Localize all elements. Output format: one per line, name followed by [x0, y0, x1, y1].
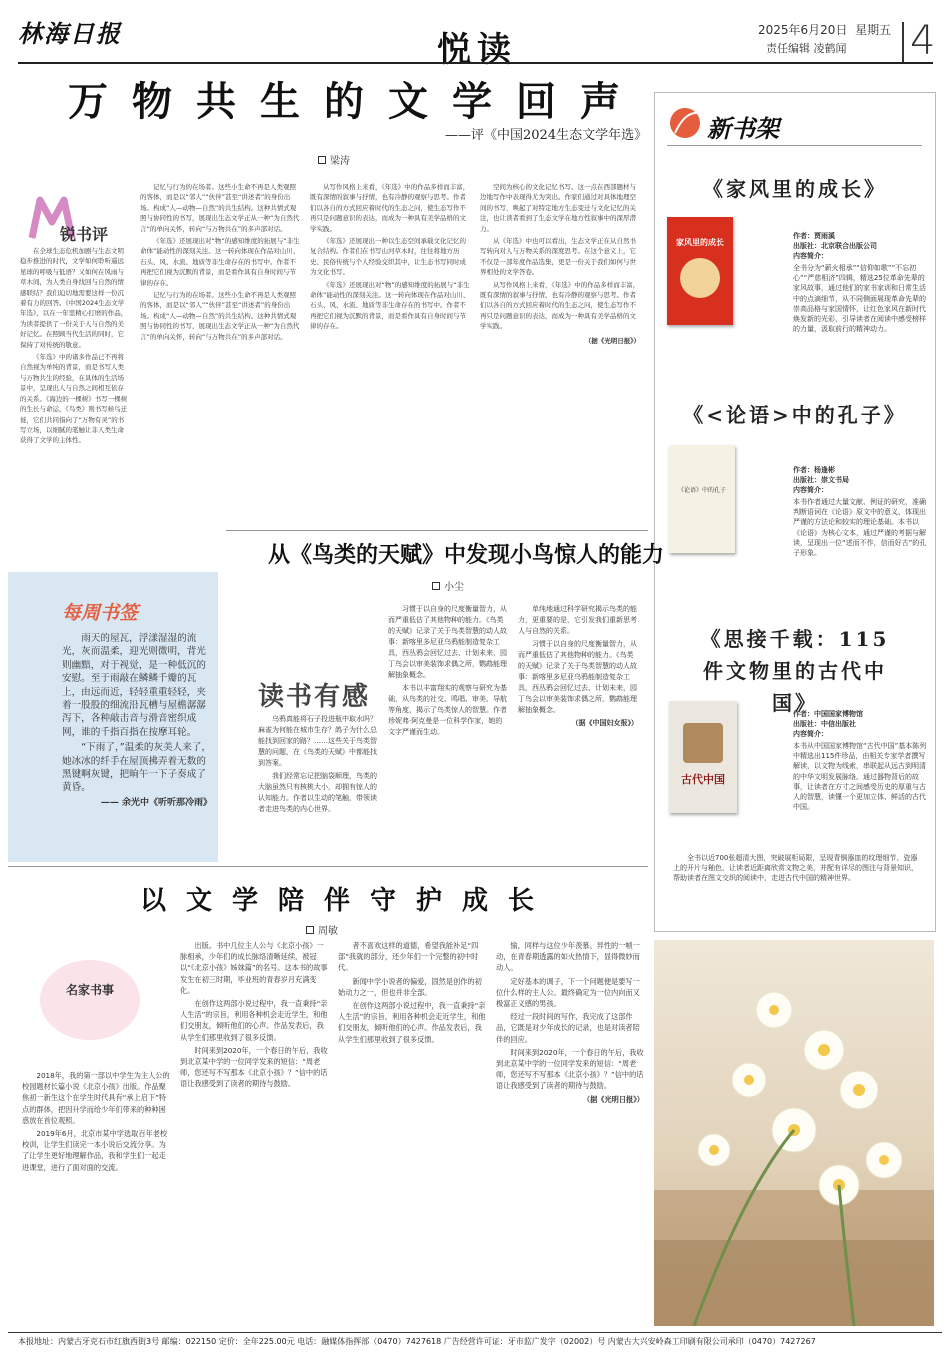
- article3-p8: 愉，同样与这位少年羡慕。异性的一帧一动，在青春期透露的如火热情下，显得微妙而动人。: [496, 941, 640, 973]
- article1-author: 梁涛: [330, 156, 350, 167]
- new-books-header: [667, 103, 787, 143]
- article3-col-2: [180, 940, 328, 1328]
- book2-author: 作者：杨逢彬: [793, 466, 835, 474]
- dushuyougan-logo: 读书有感: [258, 682, 371, 712]
- book3-cover-text: 古代中国: [681, 773, 725, 786]
- book2-cover: [669, 445, 735, 553]
- article3-p3: 出版。书中几位主人公与《北京小孩》一脉相承，少年们的成长脉络清晰延续，被冠以“《北京小孩》姊妹篇”的名号。这本书的故事发生在初三时期，毕业班的青春岁月充满变化。: [180, 941, 328, 995]
- byline-box-icon-2: [432, 582, 440, 590]
- article2-source: （据《中国妇女报》）: [571, 719, 638, 727]
- book2-intro-label: 内容简介：: [793, 486, 828, 495]
- article3-p9: 定好基本的调子，下一个问题便是要写一位什么样的主人公。最终确定为一位内向而又极富正义感的男孩。: [496, 976, 640, 1009]
- issue-date: [758, 21, 891, 38]
- article3-top-rule: [8, 866, 648, 867]
- article1-p6: 《年选》还展现出一种以生态空间承载文化记忆的复合结构。作者们在书写山河草木时，往往将地方历史、民俗传统与个人经验交织其中，让生态书写同时成为文化书写。: [310, 237, 466, 277]
- article1-col-3: [310, 182, 470, 522]
- article3-p1: 2018年，我的第一部以中学生为主人公的校园题材长篇小说《北京小孩》出版。作品聚焦初一新生这个在学生时代具有“承上启下”特点的群体，把因升学而给少年们带来的种种困惑放在首位观照。: [22, 1071, 170, 1125]
- paper-name: 林海日报: [18, 19, 122, 48]
- article1-p3b: 记忆与行为的在场者。这些小生命不再是人类观照的客体，而是以“邻人”“伙伴”甚至“讲述者”的身份出场。构成“人—动物—自然”的共生结构。这种共情式观照与协同性的书写，展现出生态文学正从一种“为自然代言”的单向关怀，转向“与万物共在”的多声部对话。: [140, 291, 300, 341]
- article1-col-2: [140, 182, 300, 522]
- article1-p4: 《年选》还展现出对“物”的感知维度的拓展与“非生命体”能动性的深刻关注。这一转向体现在作品对山川、石头、风、水流、地质等非生命存在的书写中。作者不再把它们视为沉默的背景，而是看作具有自身时间与节律的存在。: [140, 237, 300, 287]
- article2-p5: 单纯地通过科学研究揭示鸟类的能力，更重要的是，它引发我们重新思考人与自然的关系。: [518, 605, 637, 635]
- byline-box-icon: [318, 156, 326, 164]
- article3-col-1: [22, 940, 170, 1328]
- article2-author: 小尘: [444, 582, 464, 593]
- section-title: 悦读: [437, 30, 517, 70]
- book3-title: 《思接千载：115件文物里的古代中国》: [700, 627, 890, 715]
- book2-intro: 本书作者通过大量文献、例证的研究，准确判断语词在《论语》原文中的意义，体现出严谨的方法论和较实的理论基础。本书以《论语》为核心文本，通过严谨的考据与解读，呈现出一位“述而不作，信而好古”的孔子形象。: [793, 498, 927, 558]
- article2-title: 从《鸟类的天赋》中发现小鸟惊人的能力: [268, 542, 665, 568]
- weekly-quote-box: [8, 572, 218, 862]
- article2-p2: 我们经常忘记把脑袋顺理，鸟类的大脑虽然只有核桃大小，却拥有惊人的认知能力。作者以生动的笔触，带领读者走进鸟类的内心世界。: [258, 772, 377, 813]
- article3-p10: 经过一段时间的写作，我完成了这部作品，它既是对少年成长的记录，也是对读者陪伴的回应。: [496, 1012, 640, 1044]
- article3-p4b: 在创作这两部小说过程中，我一直秉持“亲人生活”的宗旨，利用各种机会走近学生，和他们交朋友，倾听他们的心声。作品发表后，我从学生们那里收到了很多反馈。: [338, 1001, 486, 1044]
- weekly-quote-p2: “下雨了，”温柔的灰美人来了，她冰冰的纤手在屋顶拂弄着无数的黑键啊灰键，把晌午一下子奏成了黄昏。: [62, 742, 212, 794]
- article2-col-2: [388, 604, 508, 866]
- article1-p1: 在全球生态危机加剧与生态文明稳步推进的时代，文学如何聆听遥远星球的呼吸与低语？又如何在风雨与草木间，为人类自身找回与自然的情感联结？我们迫切地需要这样一份沉着有力的回答。《中国2024生态文学年选》，以在一年里精心打磨的作品，为读者提供了一份关于人与自然的美好记忆。在照顾当代生活的同时，它保持了对传统的敬意。: [20, 247, 128, 349]
- book1-publisher: 出版社：北京联合出版公司: [793, 242, 877, 251]
- column-logo-text-3: 名家书事: [65, 983, 114, 997]
- new-books-panel: [654, 92, 936, 932]
- article1-source: （据《光明日报》）: [584, 336, 640, 345]
- article3-p6: 者不喜欢这样的道德，希望我能补足“四部”我就的部分，还少年们一个完整的初中时代。: [338, 941, 479, 973]
- article3-col-3: [338, 940, 486, 1328]
- footer-info: 本报地址：内蒙古牙克石市红旗西街3号 邮编：022150 定价：全年225.00元 电话：融媒体指挥部（0470）7427618 广告经营许可证：牙市监广发字（02002）号 内蒙古大兴安岭森工印刷有限公司承印（0470）7427267: [18, 1337, 816, 1346]
- book2-info: [793, 465, 927, 496]
- weekly-quote-header: 每周书签: [62, 602, 139, 624]
- editor-credit: 责任编辑 凌鹤闻: [766, 42, 847, 55]
- byline-box-icon-3: [306, 926, 314, 934]
- book1-intro-label: 内容简介：: [793, 252, 828, 261]
- book3-author: 作者：中国国家博物馆: [793, 710, 863, 718]
- article1-subtitle: ——评《中国2024生态文学年选》: [445, 128, 648, 143]
- book3-info: [793, 709, 927, 740]
- book3-intro-label: 内容简介：: [793, 730, 828, 739]
- masthead-rule: [18, 62, 933, 64]
- book3-cover: [669, 701, 737, 813]
- footer-rule: [8, 1332, 942, 1333]
- book3-cover-art: [683, 723, 723, 763]
- book1-title: 《家风里的成长》: [703, 177, 887, 201]
- article2-p3b: 习惯于以自身的尺度衡量智力，从而严重低估了其他物种的能力。《鸟类的天赋》记录了关于鸟类智慧的动人故事：新喀里多尼亚乌鸦能制造复杂工具，西丛鸦会回忆过去、计划未来，园丁鸟会以审美装饰求偶之所，鹦鹉能理解抽象概念。: [518, 640, 637, 714]
- book1-cover-emblem: [680, 258, 720, 298]
- book2-publisher: 出版社：崇文书局: [793, 476, 849, 485]
- article1-col-1: [20, 182, 130, 522]
- book3-intro: 本书从中国国家博物馆“古代中国”基本陈列中精选出115件珍品，由相关专家学者撰写解读，以文物为线索，串联起从远古到明清的中华文明发展脉络。通过器物背后的故事，让读者在方寸之间感受历史的厚重与古人的智慧，读懂一个更加立体、鲜活的古代中国。: [793, 742, 927, 812]
- book1-author: 作者：贾雨溪: [793, 232, 835, 240]
- article1-title: 万物共生的文学回声: [68, 78, 644, 125]
- article1-p8: 从《年选》中也可以看出，生态文学正在从自然书写转向对人与万物关系的深度思考。在这个意义上，它不仅是一部年度作品选集，更是一份关于我们如何与世界相处的文学答卷。: [480, 237, 636, 277]
- weekly-quote-p1: 雨天的屋瓦，浮漾湿湿的流光，灰而温柔，迎光则微明，背光则幽黯，对于视觉，是一种低沉的安慰。至于雨敲在鳞鳞千瓣的瓦上，由远而近，轻轻重重轻轻，夹着一股股的细流沿瓦槽与屋檐潺潺泻下，各种敲击音与滑音密织成网，谁的千指百指在按摩耳轮。: [62, 633, 206, 738]
- weekly-quote-attribution: —— 余光中《听听那冷雨》: [100, 797, 212, 808]
- article1-p5b: 从写作风格上来看，《年选》中的作品多样而丰富，既有深情的叙事与抒情，也有冷静的观察与思考。作者们以各自的方式回应着时代的生态之问，使生态写作不再只是问题意识的表达，而成为一种具有美学品格的文学实践。: [480, 280, 640, 331]
- article3-body: [22, 940, 644, 1328]
- article3-p2: 2019年6月，北京市某中学选取百年老校校训，让学生们读完一本小说后交流分享。为了让学生更好地理解作品，我和学生们一起走进课堂，进行了面对面的交流。: [22, 1129, 168, 1172]
- page-number-divider: [902, 22, 904, 62]
- article2-col-3: [518, 604, 638, 866]
- article2-top-rule: [226, 530, 648, 531]
- article1-col-4: [480, 182, 640, 522]
- book3-publisher: 出版社：中信出版社: [793, 720, 856, 729]
- new-books-title: 新书架: [707, 114, 779, 143]
- article3-title: 以文学陪伴守护成长: [140, 886, 555, 916]
- flower-photo: [654, 940, 934, 1326]
- weekday-text: 星期五: [855, 23, 892, 37]
- book1-intro: 全书分为“薪火相承”“信仰如歌”“不忘初心”“严慈相济”四辑，精选25位革命先辈的家风故事，通过他们的家书家训和日常生活中的点滴细节，从不同侧面展现革命先辈的崇高品格与家国情怀，让红色家风在新时代焕发新的光彩，引导读者在阅读中感受榜样的力量，汲取前行的精神动力。: [793, 264, 926, 334]
- article3-p5: 时间来到2020年，一个春日的午后，我收到北京某中学的一位同学发来的短信：“周老师，您还写不写那本《北京小孩》？”信中的话语让我感受到了读者的期待与鼓励。: [180, 1045, 328, 1089]
- book3-extra: 全书以近700张超清大图，突破展柜局限，呈现青铜器皿的纹理细节、瓷器上的开片与釉色，让读者近距离欣赏文物之美，并配有详尽的图注与背景知识，帮助读者在图文交织的阅读中，走进古代中国的精神世界。: [673, 854, 918, 883]
- article3-p4: 在创作这两部小说过程中，我一直秉持“亲人生活”的宗旨，利用各种机会走近学生，和他们交朋友，倾听他们的心声。作品发表后，我从学生们那里收到了很多反馈。: [180, 999, 328, 1042]
- article2-col-1: [258, 604, 378, 866]
- column-logo-text: 锐书评: [60, 225, 109, 244]
- article2-p4: 本书以丰富翔实的观察与研究为基础，从鸟类的社交、鸣唱、审美、导航等角度，揭示了鸟类惊人的智慧。作者珍妮弗·阿克曼是一位科学作家，她的文字严谨而生动。: [388, 684, 507, 736]
- article3-byline: [306, 922, 338, 937]
- date-text: 2025年6月20日: [758, 23, 848, 37]
- article2-p3: 习惯于以自身的尺度衡量智力，从而严重低估了其他物种的能力。《鸟类的天赋》记录了关于鸟类智慧的动人故事：新喀里多尼亚乌鸦能制造复杂工具，西丛鸦会回忆过去、计划未来，园丁鸟会以审美装饰求偶之所，鹦鹉能理解抽象概念。: [388, 605, 507, 679]
- article1-p3: 记忆与行为的在场者。这些小生命不再是人类观照的客体，而是以“邻人”“伙伴”甚至“讲述者”的身份出场。构成“人—动物—自然”的共生结构。这种共情式观照与协同性的书写，展现出生态文学正从一种“为自然代言”的单向关怀，转向“与万物共在”的多声部对话。: [140, 183, 300, 233]
- article1-p4b: 《年选》还展现出对“物”的感知维度的拓展与“非生命体”能动性的深刻关注。这一转向体现在作品对山川、石头、风、水流、地质等非生命存在的书写中。作者不再把它们视为沉默的背景，而是看作具有自身时间与节律的存在。: [310, 280, 470, 331]
- article1-p5: 从写作风格上来看，《年选》中的作品多样而丰富，既有深情的叙事与抒情，也有冷静的观察与思考。作者们以各自的方式回应着时代的生态之问，使生态写作不再只是问题意识的表达，而成为一种具有美学品格的文学实践。: [310, 183, 470, 233]
- article3-p7: 新闻中学小说者的偏爱，固然是创作的初始动力之一，但也并非全部。: [338, 976, 482, 997]
- article3-p5b: 时间来到2020年，一个春日的午后，我收到北京某中学的一位同学发来的短信：“周老师，您还写不写那本《北京小孩》？”信中的话语让我感受到了读者的期待与鼓励。: [496, 1047, 644, 1091]
- book1-cover-text: 家风里的成长: [676, 238, 724, 247]
- article3-source: （据《光明日报》）: [582, 1094, 644, 1104]
- article3-col-4: [496, 940, 644, 1328]
- article2-byline: [432, 578, 464, 593]
- weekly-quote-text: [62, 632, 212, 810]
- new-books-header-rule: [667, 145, 922, 146]
- article3-author: 周敏: [318, 926, 338, 937]
- book2-title: 《<论语>中的孔子》: [683, 403, 907, 427]
- article1-p7: 空间为核心的文化记忆书写。这一点在西部题材与边地写作中表现得尤为突出。作家们通过对具体地理空间的书写，唤起了对特定地方生态变迁与文化记忆的关注，也让读者看到了生态文学在地方性叙事中的深厚潜力。: [480, 183, 636, 233]
- article2-body: [258, 604, 638, 866]
- leaf-icon: [667, 103, 707, 143]
- page-number: 4: [910, 18, 936, 64]
- narcissus-illustration: [654, 940, 934, 1326]
- book2-cover-text: 《论语》中的孔子: [677, 487, 726, 494]
- article1-byline: [318, 152, 350, 167]
- book1-info: [793, 231, 927, 262]
- article2-p1: 乌鸦真能将石子投进瓶中取水吗？麻雀为何能在城市生存？鸽子为什么总能找到回家的路？……这些关于鸟类智慧的问题，在《鸟类的天赋》中都能找到答案。: [258, 715, 377, 767]
- book1-cover: [667, 217, 733, 325]
- article1-body: [20, 182, 640, 522]
- article1-p2: 《年选》中的诸多作品已不再将自然视为单纯的背景，而是书写人类与万物共生的经验，在具体的生活场景中，呈现出人与自然之间相互依存的关系。《海边的一棵树》书写一棵树的生长与命运，《鸟类》则书写候鸟迁徙，它们共同指向了“万物有灵”的书写立场，以细腻的笔触让非人类生命获得了文学的主体性。: [20, 353, 128, 445]
